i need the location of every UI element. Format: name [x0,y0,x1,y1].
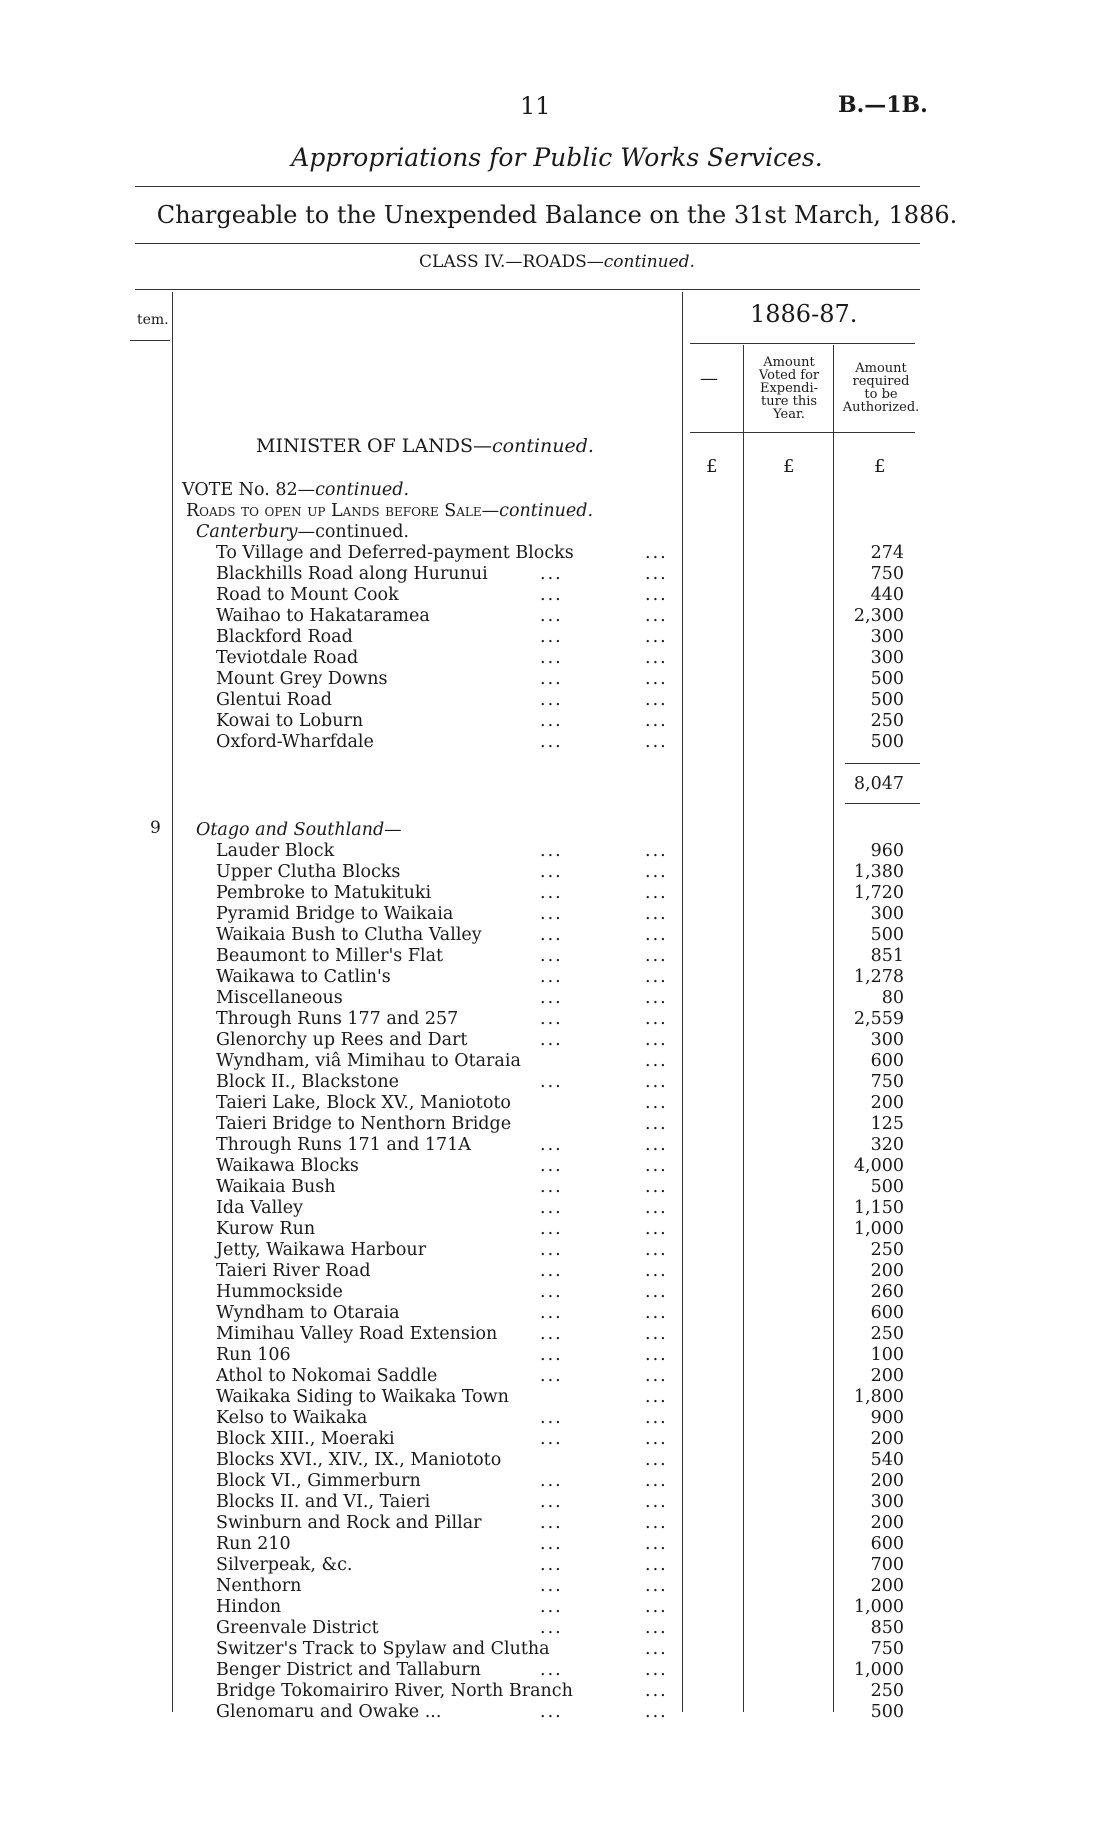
canterbury-total: 8,047 [853,774,904,794]
leader-dots: ... [540,1408,563,1428]
voted-heading-line: Year. [773,407,805,422]
leader-dots: ... [645,1492,668,1512]
required-column-heading [835,362,927,414]
leader-dots: ... [645,883,668,903]
leader-dots: ... [540,1030,563,1050]
row-amount: 125 [870,1114,904,1134]
roads-prefix: Roads to open up Lands before Sale— [186,501,500,521]
row-label: Through Runs 171 and 171A [216,1135,471,1155]
voted-column-heading [748,356,830,421]
voted-heading-line: Voted for [758,368,820,383]
page-subtitle: Chargeable to the Unexpended Balance on the 31st March, 1886. [156,201,958,229]
row-amount: 700 [870,1555,904,1575]
minister-suffix: continued. [492,435,594,457]
rule-item-col [130,340,170,341]
row-amount: 600 [870,1534,904,1554]
pound-sign-required: £ [874,456,886,477]
rule-total [845,803,920,804]
leader-dots: ... [645,1639,668,1659]
leader-dots: ... [645,1702,668,1722]
leader-dots: ... [645,1030,668,1050]
row-amount: 300 [870,904,904,924]
row-amount: 200 [870,1471,904,1491]
voted-heading-line: Amount [763,355,815,370]
row-label: Hummockside [216,1282,343,1302]
leader-dots: ... [540,1303,563,1323]
leader-dots: ... [540,1261,563,1281]
leader-dots: ... [540,1429,563,1449]
row-label: Wyndham to Otaraia [216,1303,400,1323]
leader-dots: ... [645,1135,668,1155]
row-amount: 500 [870,732,904,752]
leader-dots: ... [645,648,668,668]
row-label: Swinburn and Rock and Pillar [216,1513,482,1533]
row-label: Nenthorn [216,1576,302,1596]
leader-dots: ... [540,1219,563,1239]
canterbury-region: Canterbury [196,522,298,542]
rule-year [690,343,915,344]
minister-prefix: MINISTER OF LANDS— [256,435,493,457]
row-label: Jetty, Waikawa Harbour [216,1240,427,1260]
leader-dots: ... [540,841,563,861]
class-heading [0,252,1114,272]
leader-dots: ... [645,988,668,1008]
row-amount: 1,000 [853,1597,904,1617]
required-heading-line: to be [864,387,898,402]
vote-heading [182,480,409,501]
col-divider-text [682,292,683,1712]
row-label: Taieri Bridge to Nenthorn Bridge [216,1114,512,1134]
row-amount: 300 [870,1492,904,1512]
leader-dots: ... [645,1681,668,1701]
row-amount: 500 [870,925,904,945]
leader-dots: ... [645,925,668,945]
row-label: Pyramid Bridge to Waikaia [216,904,454,924]
leader-dots: ... [645,1555,668,1575]
row-amount: 300 [870,627,904,647]
leader-dots: ... [645,1576,668,1596]
leader-dots: ... [540,564,563,584]
leader-dots: ... [540,1240,563,1260]
row-label: Beaumont to Miller's Flat [216,946,444,966]
leader-dots: ... [540,1702,563,1722]
pound-sign-dash: £ [706,456,718,477]
leader-dots: ... [645,1261,668,1281]
leader-dots: ... [645,1240,668,1260]
page-number: 11 [520,92,551,120]
leader-dots: ... [645,967,668,987]
row-amount: 500 [870,669,904,689]
row-label: Run 106 [216,1345,291,1365]
row-label: Mount Grey Downs [216,669,388,689]
minister-heading [256,436,594,457]
leader-dots: ... [540,732,563,752]
row-amount: 200 [870,1366,904,1386]
leader-dots: ... [540,1366,563,1386]
row-label: Bridge Tokomairiro River, North Branch [216,1681,573,1701]
row-amount: 250 [870,1681,904,1701]
leader-dots: ... [645,1513,668,1533]
leader-dots: ... [645,904,668,924]
required-heading-line: Amount [855,361,907,376]
leader-dots: ... [540,606,563,626]
leader-dots: ... [540,967,563,987]
rule-subtotal [845,763,920,764]
row-label: Waikaka Siding to Waikaka Town [216,1387,509,1407]
vote-prefix: VOTE No. 82— [182,480,316,500]
row-label: Waikaia Bush [216,1177,336,1197]
rule-mid [135,243,920,244]
leader-dots: ... [645,1009,668,1029]
row-amount: 1,278 [853,967,904,987]
row-label: To Village and Deferred-payment Blocks [216,543,574,563]
row-amount: 200 [870,1093,904,1113]
row-label: Greenvale District [216,1618,379,1638]
row-label: Switzer's Track to Spylaw and Clutha [216,1639,550,1659]
row-amount: 200 [870,1261,904,1281]
leader-dots: ... [645,1114,668,1134]
row-amount: 2,300 [853,606,904,626]
row-label: Glenomaru and Owake ... [216,1702,442,1722]
leader-dots: ... [645,690,668,710]
leader-dots: ... [540,862,563,882]
leader-dots: ... [645,543,668,563]
row-label: Oxford-Wharfdale [216,732,374,752]
row-amount: 274 [870,543,904,563]
leader-dots: ... [540,883,563,903]
row-amount: 850 [870,1618,904,1638]
leader-dots: ... [645,1303,668,1323]
leader-dots: ... [540,1177,563,1197]
row-amount: 750 [870,564,904,584]
row-label: Block XIII., Moeraki [216,1429,395,1449]
col-divider-dash [743,345,744,1712]
row-amount: 851 [870,946,904,966]
row-label: Blocks XVI., XIV., IX., Maniototo [216,1450,502,1470]
leader-dots: ... [540,1534,563,1554]
vote-suffix: continued. [315,480,410,500]
leader-dots: ... [540,585,563,605]
leader-dots: ... [645,1219,668,1239]
row-label: Athol to Nokomai Saddle [216,1366,438,1386]
leader-dots: ... [645,1408,668,1428]
row-amount: 1,000 [853,1219,904,1239]
leader-dots: ... [645,1450,668,1470]
leader-dots: ... [645,1177,668,1197]
page-title: Appropriations for Public Works Services. [291,143,823,172]
required-heading-line: required [852,374,910,389]
pound-sign-voted: £ [783,456,795,477]
row-label: Upper Clutha Blocks [216,862,401,882]
row-label: Silverpeak, &c. [216,1555,353,1575]
row-label: Hindon [216,1597,282,1617]
row-label: Waikawa Blocks [216,1156,359,1176]
row-label: Waikawa to Catlin's [216,967,391,987]
row-label: Taieri Lake, Block XV., Maniototo [216,1093,511,1113]
rule-table-top [135,289,920,290]
leader-dots: ... [540,1618,563,1638]
row-amount: 1,720 [853,883,904,903]
leader-dots: ... [540,669,563,689]
canterbury-suffix: —continued. [297,522,409,542]
leader-dots: ... [645,1093,668,1113]
row-label: Through Runs 177 and 257 [216,1009,459,1029]
row-label: Teviotdale Road [216,648,359,668]
roads-heading [186,501,593,522]
row-amount: 1,800 [853,1387,904,1407]
row-label: Run 210 [216,1534,291,1554]
leader-dots: ... [645,1429,668,1449]
leader-dots: ... [645,627,668,647]
row-amount: 540 [870,1450,904,1470]
leader-dots: ... [540,711,563,731]
row-label: Glenorchy up Rees and Dart [216,1030,468,1050]
class-suffix: continued. [603,252,695,272]
leader-dots: ... [645,1156,668,1176]
row-amount: 750 [870,1639,904,1659]
leader-dots: ... [540,690,563,710]
class-prefix: CLASS IV.—ROADS— [419,252,604,272]
leader-dots: ... [540,648,563,668]
row-amount: 320 [870,1135,904,1155]
row-amount: 200 [870,1429,904,1449]
row-amount: 250 [870,1240,904,1260]
leader-dots: ... [540,904,563,924]
col-divider-item [172,292,173,1712]
leader-dots: ... [540,1009,563,1029]
roads-suffix: continued. [499,501,594,521]
row-amount: 100 [870,1345,904,1365]
leader-dots: ... [645,1471,668,1491]
item-column-label: tem. [137,312,169,328]
leader-dots: ... [540,1492,563,1512]
rule-top [135,186,920,187]
row-amount: 440 [870,585,904,605]
leader-dots: ... [540,1597,563,1617]
leader-dots: ... [645,1366,668,1386]
leader-dots: ... [540,925,563,945]
row-label: Mimihau Valley Road Extension [216,1324,498,1344]
leader-dots: ... [540,1576,563,1596]
row-amount: 1,150 [853,1198,904,1218]
voted-heading-line: Expendi- [759,381,819,396]
leader-dots: ... [540,1135,563,1155]
row-label: Glentui Road [216,690,333,710]
row-label: Block VI., Gimmerburn [216,1471,421,1491]
required-heading-line: Authorized. [842,400,920,415]
leader-dots: ... [540,1324,563,1344]
leader-dots: ... [645,669,668,689]
row-label: Blackhills Road along Hurunui [216,564,488,584]
leader-dots: ... [645,1282,668,1302]
leader-dots: ... [540,1471,563,1491]
rule-colhead [690,432,915,433]
canterbury-heading [196,522,409,543]
row-amount: 260 [870,1282,904,1302]
row-amount: 500 [870,690,904,710]
row-label: Block II., Blackstone [216,1072,399,1092]
row-amount: 1,380 [853,862,904,882]
row-amount: 960 [870,841,904,861]
leader-dots: ... [540,1156,563,1176]
dash-column-heading: — [700,368,718,389]
leader-dots: ... [645,1534,668,1554]
row-label: Kowai to Loburn [216,711,364,731]
row-label: Kurow Run [216,1219,316,1239]
row-label: Blackford Road [216,627,353,647]
leader-dots: ... [645,1072,668,1092]
row-label: Waikaia Bush to Clutha Valley [216,925,482,945]
leader-dots: ... [540,988,563,1008]
row-label: Kelso to Waikaka [216,1408,368,1428]
leader-dots: ... [540,1660,563,1680]
row-amount: 750 [870,1072,904,1092]
row-label: Lauder Block [216,841,335,861]
leader-dots: ... [645,862,668,882]
leader-dots: ... [645,1387,668,1407]
row-label: Miscellaneous [216,988,343,1008]
year-heading: 1886-87. [750,300,858,328]
row-amount: 200 [870,1513,904,1533]
leader-dots: ... [645,841,668,861]
leader-dots: ... [540,1282,563,1302]
leader-dots: ... [540,627,563,647]
row-amount: 250 [870,1324,904,1344]
row-label: Blocks II. and VI., Taieri [216,1492,431,1512]
leader-dots: ... [645,1597,668,1617]
leader-dots: ... [540,1513,563,1533]
leader-dots: ... [645,585,668,605]
row-amount: 300 [870,648,904,668]
row-amount: 250 [870,711,904,731]
row-amount: 500 [870,1177,904,1197]
leader-dots: ... [540,1198,563,1218]
row-amount: 200 [870,1576,904,1596]
row-amount: 900 [870,1408,904,1428]
leader-dots: ... [645,946,668,966]
leader-dots: ... [645,1345,668,1365]
row-label: Ida Valley [216,1198,304,1218]
row-label: Benger District and Tallaburn [216,1660,481,1680]
row-amount: 4,000 [853,1156,904,1176]
row-label: Road to Mount Cook [216,585,399,605]
voted-heading-line: ture this [760,394,818,409]
leader-dots: ... [645,1051,668,1071]
leader-dots: ... [645,711,668,731]
leader-dots: ... [645,732,668,752]
leader-dots: ... [645,1324,668,1344]
leader-dots: ... [540,1555,563,1575]
leader-dots: ... [645,1198,668,1218]
leader-dots: ... [645,1660,668,1680]
leader-dots: ... [645,564,668,584]
document-reference: B.—1B. [838,92,928,118]
row-label: Taieri River Road [216,1261,371,1281]
col-divider-voted [833,345,834,1712]
leader-dots: ... [540,1345,563,1365]
row-label: Pembroke to Matukituki [216,883,432,903]
leader-dots: ... [540,946,563,966]
item-number: 9 [150,818,161,838]
row-amount: 1,000 [853,1660,904,1680]
row-amount: 2,559 [853,1009,904,1029]
row-label: Wyndham, viâ Mimihau to Otaraia [216,1051,521,1071]
row-amount: 600 [870,1051,904,1071]
otago-heading: Otago and Southland— [196,820,402,840]
leader-dots: ... [645,606,668,626]
row-amount: 500 [870,1702,904,1722]
leader-dots: ... [540,1072,563,1092]
leader-dots: ... [645,1618,668,1638]
row-amount: 80 [881,988,904,1008]
row-amount: 300 [870,1030,904,1050]
row-amount: 600 [870,1303,904,1323]
row-label: Waihao to Hakataramea [216,606,430,626]
